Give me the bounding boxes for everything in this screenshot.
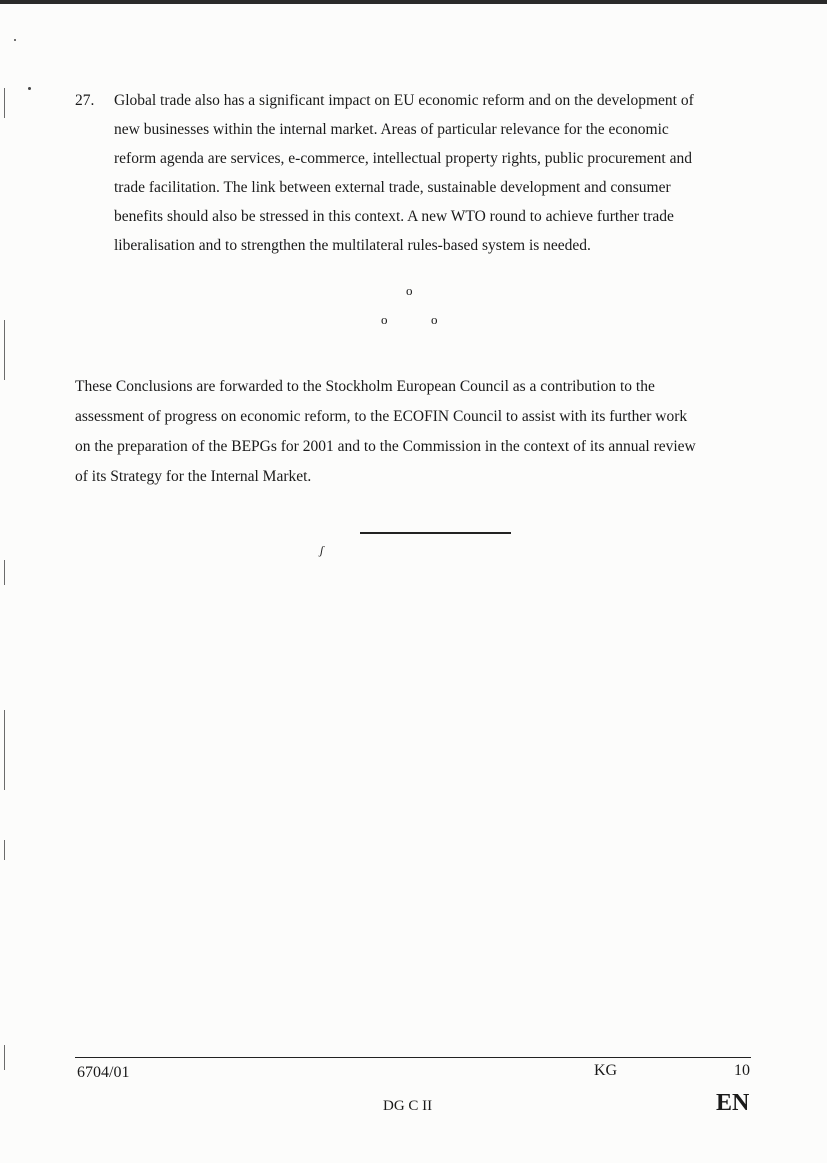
- author-initials: KG: [594, 1062, 618, 1079]
- scan-speck: [14, 39, 16, 41]
- department-code: DG C II: [383, 1098, 433, 1114]
- conclusion-line: of its Strategy for the Internal Market.: [75, 468, 312, 485]
- paragraph-body: [114, 86, 754, 260]
- paragraph-line: new businesses within the internal market. Areas of particular relevance for the economic: [114, 121, 669, 138]
- footer-rule: [75, 1057, 751, 1058]
- document-reference: 6704/01: [77, 1064, 130, 1081]
- paragraph-line: benefits should also be stressed in this context. A new WTO round to achieve further trade: [114, 208, 674, 225]
- scan-edge-mark: [4, 710, 5, 790]
- scan-edge-mark: [4, 88, 5, 118]
- paragraph-line: liberalisation and to strengthen the multilateral rules-based system is needed.: [114, 237, 591, 254]
- scan-artifact: ʃ: [320, 543, 324, 557]
- paragraph-line: trade facilitation. The link between external trade, sustainable development and consumer: [114, 179, 671, 196]
- paragraph-number: 27.: [75, 92, 95, 109]
- page-number: 10: [734, 1062, 750, 1079]
- scan-edge-mark: [4, 1045, 5, 1070]
- separator-mark-right: o: [431, 312, 438, 327]
- paragraph-line: reform agenda are services, e-commerce, intellectual property rights, public procurement and: [114, 150, 692, 167]
- top-border: [0, 0, 827, 4]
- conclusion-line: on the preparation of the BEPGs for 2001 and to the Commission in the context of its annual review: [75, 438, 696, 455]
- conclusion-line: These Conclusions are forwarded to the Stockholm European Council as a contribution to the: [75, 378, 655, 395]
- scan-edge-mark: [4, 560, 5, 585]
- scan-edge-mark: [4, 840, 5, 860]
- paragraph-line: Global trade also has a significant impact on EU economic reform and on the development of: [114, 92, 694, 109]
- scan-speck: [28, 87, 31, 90]
- scan-edge-mark: [4, 320, 5, 380]
- language-code: EN: [716, 1090, 750, 1116]
- separator-mark-top: o: [406, 283, 413, 298]
- conclusion-line: assessment of progress on economic reform, to the ECOFIN Council to assist with its further work: [75, 408, 688, 425]
- end-of-text-rule: [360, 532, 511, 534]
- separator-mark-left: o: [381, 312, 388, 327]
- conclusion-paragraph: [75, 372, 765, 492]
